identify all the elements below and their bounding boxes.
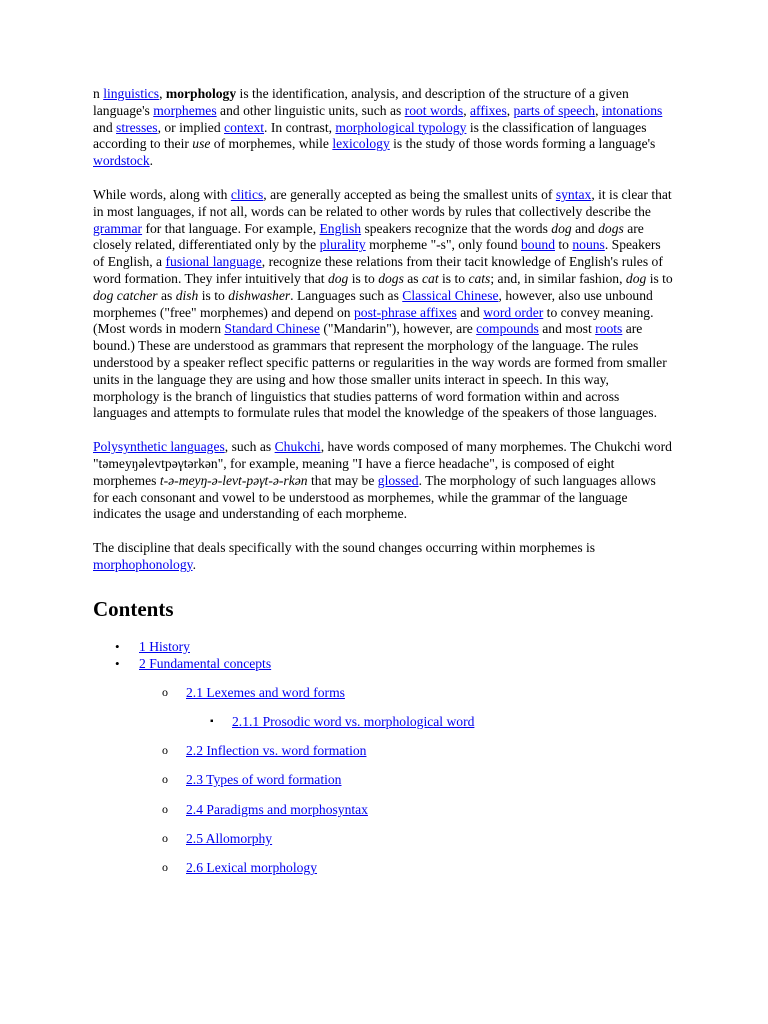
text: . Languages such as [290, 287, 403, 303]
link-lexicology[interactable]: lexicology [332, 136, 390, 152]
contents-heading: Contents [93, 596, 174, 621]
toc-subitem [93, 684, 673, 742]
toc-subitem [93, 742, 673, 771]
text: and most [538, 321, 596, 337]
text: and other linguistic units, such as [216, 102, 405, 118]
text: n [93, 86, 104, 101]
text: and [456, 304, 484, 320]
words-paragraph [93, 187, 673, 422]
toc-subitem [93, 859, 673, 888]
emphasis-dogs: dogs [598, 220, 624, 236]
text: of morphemes, while [210, 136, 333, 152]
toc-subsubitem [93, 713, 673, 742]
link-linguistics[interactable]: linguistics [103, 86, 160, 101]
text: as [157, 287, 176, 303]
emphasis-dishwasher: dishwasher [228, 287, 291, 303]
link-post-phrase-affixes[interactable]: post-phrase affixes [353, 304, 457, 320]
link-parts-of-speech[interactable]: parts of speech [513, 102, 596, 118]
link-root-words[interactable]: root words [404, 102, 464, 118]
article-body [93, 86, 673, 889]
text: . Speakers of English, a [93, 237, 661, 270]
link-standard-chinese[interactable]: Standard Chinese [224, 321, 320, 337]
text: is to [646, 270, 673, 286]
text: , [595, 102, 602, 118]
toc-item [93, 655, 673, 889]
emphasis-morpheme-breakdown: t-ə-meyŋ-ə-levt-pəγt-ə-rkən [159, 472, 308, 488]
link-clitics[interactable]: clitics [230, 186, 264, 202]
emphasis-dog-catcher: dog catcher [93, 287, 158, 303]
toc-subitem [93, 801, 673, 830]
emphasis-dog: dog [327, 270, 349, 286]
text: . [192, 556, 196, 572]
text: is to [438, 270, 469, 286]
toc-link-prosodic-word[interactable]: 2.1.1 Prosodic word vs. morphological word [232, 713, 475, 729]
link-polysynthetic-languages[interactable]: Polysynthetic languages [93, 439, 225, 455]
link-nouns[interactable]: nouns [572, 237, 605, 253]
emphasis-dish: dish [175, 287, 199, 303]
toc-subitem [93, 830, 673, 859]
toc-link-lexical-morphology[interactable]: 2.6 Lexical morphology [186, 860, 317, 876]
text: that may be [307, 472, 378, 488]
text: is to [348, 270, 379, 286]
text: . In contrast, [264, 119, 336, 135]
text: , are generally accepted as being the smallest units of [263, 186, 556, 202]
emphasis-dogs: dogs [378, 270, 404, 286]
text: speakers recognize that the words [361, 220, 552, 236]
text: , or implied [157, 119, 225, 135]
text: , have words composed of many morphemes. The Chukchi word "təmeyŋəlevtpəγtərkən", for example, meaning "I have a fierce headache", is composed of eight morphemes [93, 439, 672, 488]
text: , [159, 86, 166, 101]
link-context[interactable]: context [224, 119, 265, 135]
morphophonology-paragraph [93, 540, 673, 574]
toc-link-inflection[interactable]: 2.2 Inflection vs. word formation [186, 743, 367, 759]
link-chukchi[interactable]: Chukchi [274, 439, 321, 455]
toc-subsublist [186, 713, 673, 742]
table-of-contents [93, 638, 673, 889]
toc-sublist [139, 684, 673, 889]
text: and [571, 220, 599, 236]
link-word-order[interactable]: word order [483, 304, 544, 320]
text: are closely related, differentiated only by the [93, 220, 644, 253]
link-glossed[interactable]: glossed [377, 472, 419, 488]
toc-link-allomorphy[interactable]: 2.5 Allomorphy [186, 830, 273, 846]
link-classical-chinese[interactable]: Classical Chinese [402, 287, 499, 303]
toc-link-lexemes[interactable]: 2.1 Lexemes and word forms [186, 684, 345, 700]
emphasis-cats: cats [468, 270, 491, 286]
link-syntax[interactable]: syntax [555, 186, 592, 202]
link-bound[interactable]: bound [521, 237, 555, 253]
text: , [463, 102, 470, 118]
emphasis-dog: dog [625, 270, 647, 286]
link-roots[interactable]: roots [595, 321, 623, 337]
text: for that language. For example, [142, 220, 320, 236]
link-english[interactable]: English [319, 220, 362, 236]
text: , however, also use unbound morphemes ("free" morphemes) and depend on [93, 287, 653, 320]
polysynthetic-paragraph [93, 439, 673, 523]
toc-link-history[interactable]: 1 History [139, 638, 190, 654]
link-stresses[interactable]: stresses [116, 119, 158, 135]
text: , such as [224, 439, 275, 455]
toc-link-types-of-word-formation[interactable]: 2.3 Types of word formation [186, 772, 342, 788]
emphasis-use: use [192, 136, 211, 152]
link-compounds[interactable]: compounds [476, 321, 539, 337]
text: . The morphology of such languages allows for each consonant and vowel to be understood as morphemes, while the grammar of the language indicates the usage and understanding of each morpheme. [93, 472, 656, 522]
text: as [403, 270, 422, 286]
text: morpheme "-s", only found [365, 237, 521, 253]
emphasis-dog: dog [551, 220, 572, 236]
link-affixes[interactable]: affixes [470, 102, 507, 118]
link-wordstock[interactable]: wordstock [93, 153, 150, 169]
link-intonations[interactable]: intonations [601, 102, 663, 118]
term-morphology: morphology [165, 86, 237, 101]
text: ("Mandarin"), however, are [319, 321, 477, 337]
text: are bound.) These are understood as grammars that represent the morphology of the language. The rules understood by a speaker reflect specific patterns or regularities in the way words are formed from smaller units in the language they are using and how those smaller units interact in speech. In this way, morphology is the branch of linguistics that studies patterns of word formation within and across languages and attempts to formulate rules that model the knowledge of the speakers of those languages. [93, 321, 667, 421]
text: . [149, 153, 154, 169]
text: , it is clear that in most languages, if not all, words can be related to other words by rules that collectively describe the [93, 186, 672, 219]
link-morphological-typology[interactable]: morphological typology [335, 119, 467, 135]
link-morphemes[interactable]: morphemes [153, 102, 217, 118]
link-grammar[interactable]: grammar [93, 220, 143, 236]
link-morphophonology[interactable]: morphophonology [93, 556, 193, 572]
text: is the classification of languages according to their [93, 119, 647, 152]
link-fusional-language[interactable]: fusional language [165, 254, 262, 270]
emphasis-cat: cat [422, 270, 439, 286]
text: The discipline that deals specifically with the sound changes occurring within morphemes is [93, 540, 596, 556]
text: and [93, 119, 117, 135]
text: While words, along with [93, 186, 231, 202]
text: to [554, 237, 573, 253]
text: is the identification, analysis, and description of the structure of a given language's [93, 86, 629, 118]
toc-link-fundamental-concepts[interactable]: 2 Fundamental concepts [139, 655, 272, 671]
toc-link-paradigms[interactable]: 2.4 Paradigms and morphosyntax [186, 801, 368, 817]
text: , [506, 102, 514, 118]
intro-paragraph [93, 86, 673, 170]
text: , recognize these relations from their tacit knowledge of English's rules of word formation. They infer intuitively that [93, 254, 663, 286]
text: ; and, in similar fashion, [490, 270, 626, 286]
toc-item [93, 638, 673, 655]
toc-subitem [93, 771, 673, 800]
text: is the study of those words forming a language's [389, 136, 656, 152]
text: to convey meaning. (Most words in modern [93, 304, 654, 337]
link-plurality[interactable]: plurality [319, 237, 366, 253]
text: is to [198, 287, 229, 303]
